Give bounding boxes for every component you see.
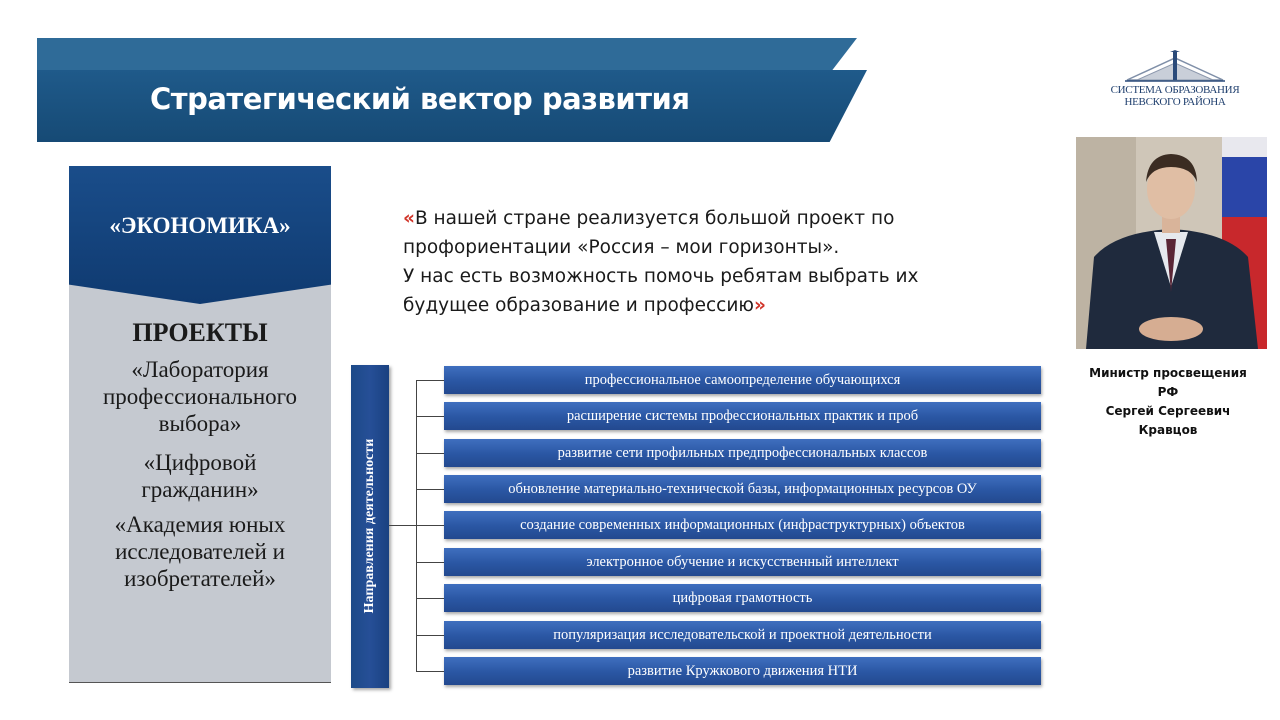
project-item: «Академия юных исследователей и изобретателей» — [114, 512, 286, 591]
directions-label-bar — [351, 365, 389, 688]
quote-close-mark: » — [753, 295, 766, 316]
logo-text-line1: СИСТЕМА ОБРАЗОВАНИЯ — [1110, 84, 1240, 96]
connector-branch — [416, 489, 444, 490]
connector-branch — [416, 671, 444, 672]
logo — [1105, 50, 1245, 110]
connector-branch — [416, 416, 444, 417]
connector-branch — [416, 380, 444, 381]
directions-label: Направления деятельности — [362, 438, 377, 614]
direction-item: популяризация исследовательской и проектной деятельности — [444, 621, 1041, 649]
minister-quote: «В нашей стране реализуется большой проект по профориентации «Россия – мои горизонты». У нас есть возможность помочь ребятам выбрать их будущее образование и профессию» — [403, 208, 919, 316]
project-item: «Цифровой гражданин» — [141, 450, 259, 502]
connector-trunk — [389, 525, 416, 526]
projects-heading: ПРОЕКТЫ — [132, 318, 268, 347]
logo-text-line2: НЕВСКОГО РАЙОНА — [1124, 96, 1226, 108]
direction-item: развитие Кружкового движения НТИ — [444, 657, 1041, 685]
page-title: Стратегический вектор развития — [150, 82, 690, 116]
project-item: «Лаборатория профессионального выбора» — [102, 357, 298, 436]
direction-item: профессиональное самоопределение обучающихся — [444, 366, 1041, 394]
panel-divider — [69, 682, 331, 683]
direction-item: обновление материально-технической базы, информационных ресурсов ОУ — [444, 475, 1041, 503]
projects-panel — [69, 166, 331, 683]
minister-caption: Министр просвещения РФ Сергей Сергеевич Кравцов — [1089, 366, 1247, 437]
connector-branch — [416, 525, 444, 526]
minister-photo — [1076, 137, 1267, 349]
connector-branch — [416, 635, 444, 636]
logo-building-icon — [1123, 50, 1227, 84]
direction-item: расширение системы профессиональных практик и проб — [444, 402, 1041, 430]
portrait-image — [1076, 137, 1267, 349]
connector-branch — [416, 562, 444, 563]
economy-title: «ЭКОНОМИКА» — [109, 213, 291, 238]
title-banner-stripe — [37, 38, 857, 70]
direction-item: развитие сети профильных предпрофессиональных классов — [444, 439, 1041, 467]
connector-branch — [416, 453, 444, 454]
direction-item: цифровая грамотность — [444, 584, 1041, 612]
direction-item: электронное обучение и искусственный интеллект — [444, 548, 1041, 576]
connector-branch — [416, 598, 444, 599]
connector-spine — [416, 380, 417, 672]
direction-item: создание современных информационных (инфраструктурных) объектов — [444, 511, 1041, 539]
quote-open-mark: « — [403, 208, 415, 229]
